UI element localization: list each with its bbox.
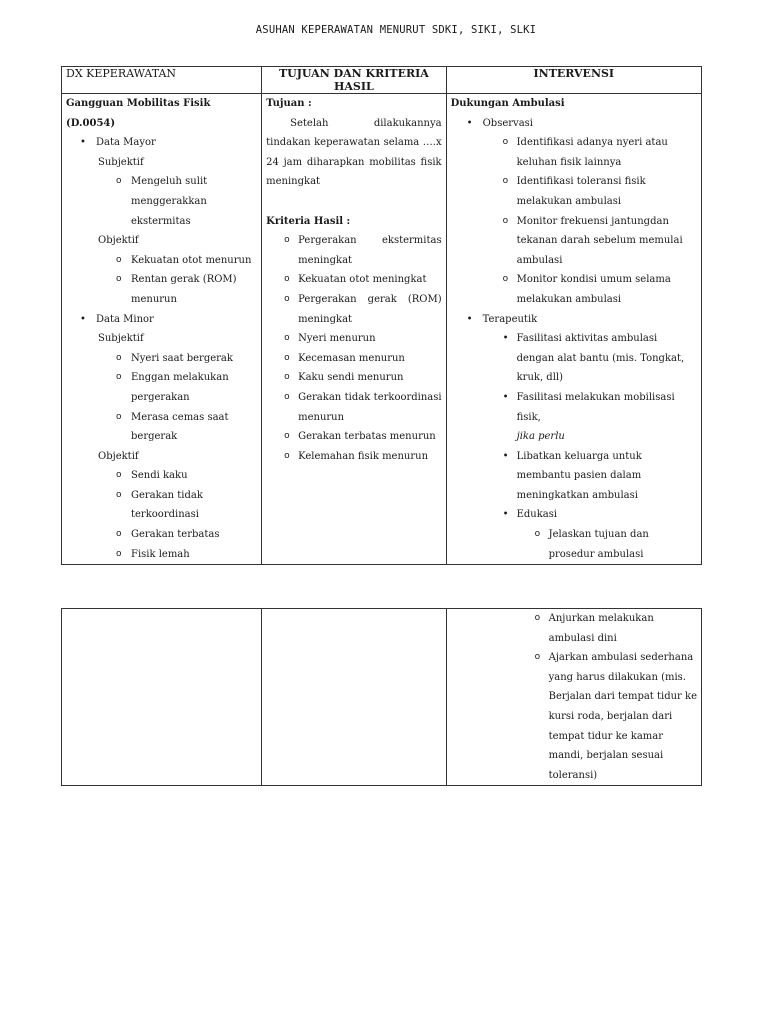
- mayor-subjektif-label: Subjektif: [98, 156, 144, 168]
- list-item: o Kaku sendi menurun: [266, 368, 441, 388]
- dx-cell: [62, 94, 262, 565]
- tujuan-cell-continued: [262, 609, 446, 786]
- list-item: o Pergerakan gerak (ROM) meningkat: [266, 290, 441, 329]
- list-item: o Enggan melakukan pergerakan: [66, 368, 257, 407]
- table-row: [62, 609, 702, 786]
- list-item: • Libatkan keluarga untuk membantu pasien dalam meningkatkan ambulasi: [451, 447, 697, 506]
- observasi-label: • Observasi: [451, 114, 697, 134]
- dx-cell-continued: [62, 609, 262, 786]
- list-item: o Identifikasi toleransi fisik melakukan ambulasi: [451, 172, 697, 211]
- list-item: o Kekuatan otot meningkat: [266, 270, 441, 290]
- list-item: o Kecemasan menurun: [266, 349, 441, 369]
- list-item: • Fasilitasi aktivitas ambulasi dengan alat bantu (mis. Tongkat, kruk, dll): [451, 329, 697, 388]
- edukasi-label: • Edukasi: [451, 505, 697, 525]
- list-item: o Sendi kaku: [66, 466, 257, 486]
- list-item: o Merasa cemas saat bergerak: [66, 408, 257, 447]
- list-item: [451, 388, 697, 447]
- list-item: o Nyeri menurun: [266, 329, 441, 349]
- list-item: o Nyeri saat bergerak: [66, 349, 257, 369]
- terapeutik-label: • Terapeutik: [451, 310, 697, 330]
- terapeutik-italic-note: jika perlu: [516, 431, 565, 443]
- tujuan-text: Setelah dilakukannya tindakan keperawatan selama ….x 24 jam diharapkan mobilitas fisik meningkat: [266, 117, 442, 188]
- terapeutik-item-text: Fasilitasi melakukan mobilisasi fisik,: [516, 391, 675, 423]
- header-dx: DX KEPERAWATAN: [62, 67, 262, 94]
- document-title: ASUHAN KEPERAWATAN MENURUT SDKI, SIKI, SLKI: [255, 24, 537, 36]
- header-intervensi: INTERVENSI: [446, 67, 701, 94]
- list-item: o Rentan gerak (ROM) menurun: [66, 270, 257, 309]
- kriteria-label: Kriteria Hasil :: [266, 215, 351, 227]
- intervensi-title: Dukungan Ambulasi: [450, 98, 565, 109]
- list-item: o Gerakan tidak terkoordinasi: [66, 486, 257, 525]
- list-item: o Monitor kondisi umum selama melakukan ambulasi: [451, 270, 697, 309]
- minor-subjektif-label: Subjektif: [98, 333, 144, 345]
- list-item: o Pergerakan ekstermitas meningkat: [266, 231, 441, 270]
- header-tujuan: TUJUAN DAN KRITERIA HASIL: [262, 67, 446, 94]
- care-plan-table-continued: [61, 608, 702, 786]
- intervensi-cell-continued: [446, 609, 701, 786]
- list-item: o Gerakan tidak terkoordinasi menurun: [266, 388, 441, 427]
- data-minor-label: • Data Minor: [66, 310, 257, 330]
- table-row: [62, 94, 702, 565]
- diagnosis-title: Gangguan Mobilitas Fisik (D.0054): [66, 98, 211, 129]
- list-item: o Kekuatan otot menurun: [66, 251, 257, 271]
- tujuan-label: Tujuan :: [266, 98, 312, 109]
- list-item: o Jelaskan tujuan dan prosedur ambulasi: [451, 525, 697, 564]
- list-item: o Gerakan terbatas menurun: [266, 427, 441, 447]
- list-item: o Kelemahan fisik menurun: [266, 447, 441, 467]
- mayor-objektif-label: Objektif: [98, 235, 139, 247]
- list-item: o Identifikasi adanya nyeri atau keluhan fisik lainnya: [451, 133, 697, 172]
- data-mayor-label: • Data Mayor: [66, 133, 257, 153]
- intervensi-cell: [446, 94, 701, 565]
- list-item: o Monitor frekuensi jantungdan tekanan darah sebelum memulai ambulasi: [451, 212, 697, 271]
- table-header-row: [62, 67, 702, 94]
- list-item: o Anjurkan melakukan ambulasi dini: [451, 609, 697, 648]
- minor-objektif-label: Objektif: [98, 450, 139, 462]
- tujuan-cell: [262, 94, 446, 565]
- list-item: o Mengeluh sulit menggerakkan ekstermitas: [66, 172, 257, 231]
- care-plan-table: [61, 66, 702, 565]
- list-item: o Fisik lemah: [66, 545, 257, 565]
- list-item: o Ajarkan ambulasi sederhana yang harus dilakukan (mis. Berjalan dari tempat tidur ke kursi roda, berjalan dari tempat tidur ke kamar mandi, berjalan sesuai toleransi): [451, 648, 697, 785]
- list-item: o Gerakan terbatas: [66, 525, 257, 545]
